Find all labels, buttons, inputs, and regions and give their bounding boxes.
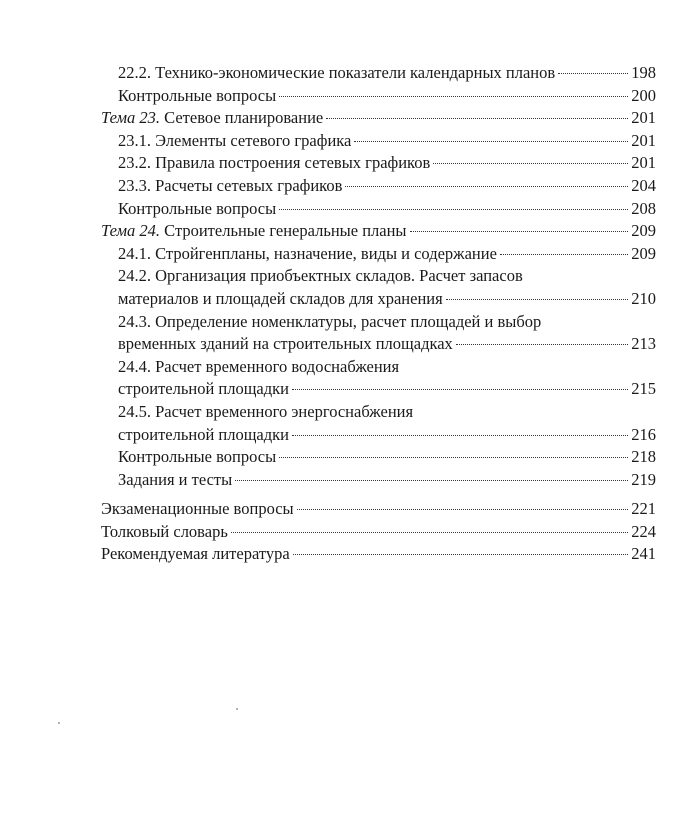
toc-entry-title-line2: строительной площадки — [118, 424, 289, 444]
toc-entry-title: Экзаменационные вопросы — [101, 499, 294, 519]
toc-entry-title-line2: материалов и площадей складов для хранения — [118, 288, 443, 308]
dot-leader — [297, 509, 628, 510]
toc-entry-23-3 — [118, 175, 656, 198]
toc-entry-title: 22.2. Технико-экономические показатели календарных планов — [118, 63, 556, 82]
toc-entry-24-3 — [118, 311, 656, 356]
toc-entry-title: Контрольные вопросы — [118, 198, 277, 218]
toc-entry-glossary — [101, 521, 656, 544]
toc-page-number: 241 — [631, 544, 656, 564]
toc-entry-title: Сетевое планирование — [164, 108, 324, 128]
toc-entry-23-1 — [118, 130, 656, 153]
toc-entry-control-questions-24 — [118, 446, 656, 469]
table-of-contents — [0, 62, 674, 566]
dot-leader — [433, 163, 628, 164]
dot-leader — [235, 480, 628, 481]
toc-entry-exam-questions — [101, 498, 656, 521]
toc-entry-title: 24.1. Стройгенпланы, назначение, виды и содержание — [118, 243, 497, 263]
toc-page-number: 215 — [631, 379, 656, 399]
toc-entry-24-1 — [118, 243, 656, 266]
dot-leader — [326, 118, 628, 119]
dot-leader — [292, 435, 628, 436]
toc-entry-title: 23.3. Расчеты сетевых графиков — [118, 175, 343, 195]
toc-entry-title-line1: 24.5. Расчет временного энергоснабжения — [118, 401, 414, 421]
toc-page-number: 209 — [631, 243, 656, 263]
dot-leader — [279, 457, 628, 458]
paper-speck — [236, 708, 238, 710]
dot-leader — [279, 96, 628, 97]
toc-topic-label: Тема 24. — [101, 221, 161, 241]
toc-entry-topic-23 — [101, 107, 656, 130]
toc-entry-24-4 — [118, 356, 656, 401]
toc-page-number: 208 — [631, 198, 656, 218]
toc-entry-title-line1: 24.2. Организация приобъектных складов. Расчет запасов — [118, 266, 523, 286]
toc-entry-title-line2: временных зданий на строительных площадках — [118, 334, 453, 354]
toc-page-number: 201 — [631, 108, 656, 128]
toc-entry-title: Толковый словарь — [101, 521, 228, 541]
toc-page-number: 198 — [631, 63, 656, 82]
toc-page-number: 213 — [631, 334, 656, 354]
dot-leader — [279, 209, 628, 210]
toc-page-number: 210 — [631, 288, 656, 308]
toc-entry-title-line2: строительной площадки — [118, 379, 289, 399]
toc-entry-title: Контрольные вопросы — [118, 447, 277, 467]
toc-entry-24-2 — [118, 265, 656, 310]
toc-entry-title: Строительные генеральные планы — [164, 221, 407, 241]
toc-entry-title: Задания и тесты — [118, 469, 233, 489]
toc-page-number: 209 — [631, 221, 656, 241]
toc-entry-title-line1: 24.3. Определение номенклатуры, расчет площадей и выбор — [118, 311, 542, 331]
toc-entry-recommended-literature — [101, 543, 656, 566]
dot-leader — [410, 231, 628, 232]
toc-page-number: 204 — [631, 175, 656, 195]
toc-entry-tasks-and-tests — [118, 469, 656, 492]
toc-topic-label: Тема 23. — [101, 108, 161, 128]
dot-leader — [446, 299, 628, 300]
toc-entry-title: Контрольные вопросы — [118, 85, 277, 105]
toc-page-number: 224 — [631, 521, 656, 541]
toc-page-number: 219 — [631, 469, 656, 489]
toc-entry-title: Рекомендуемая литература — [101, 544, 290, 564]
dot-leader — [231, 532, 628, 533]
dot-leader — [354, 141, 628, 142]
dot-leader — [558, 73, 628, 74]
toc-entry-control-questions-22 — [118, 85, 656, 108]
toc-entry-22-2 — [118, 62, 656, 85]
dot-leader — [293, 554, 628, 555]
toc-page-number: 216 — [631, 424, 656, 444]
toc-entry-title-line1: 24.4. Расчет временного водоснабжения — [118, 356, 400, 376]
toc-page-number: 221 — [631, 499, 656, 519]
toc-entry-title: 23.1. Элементы сетевого графика — [118, 130, 352, 150]
toc-page-number: 200 — [631, 85, 656, 105]
toc-entry-control-questions-23 — [118, 198, 656, 221]
paper-speck — [58, 722, 60, 724]
dot-leader — [500, 254, 628, 255]
toc-page-number: 218 — [631, 447, 656, 467]
toc-entry-topic-24 — [101, 220, 656, 243]
dot-leader — [456, 344, 628, 345]
dot-leader — [292, 389, 628, 390]
toc-entry-24-5 — [118, 401, 656, 446]
toc-entry-title: 23.2. Правила построения сетевых графиков — [118, 153, 431, 173]
dot-leader — [345, 186, 628, 187]
toc-entry-23-2 — [118, 152, 656, 175]
toc-page-number: 201 — [631, 130, 656, 150]
toc-page-number: 201 — [631, 153, 656, 173]
